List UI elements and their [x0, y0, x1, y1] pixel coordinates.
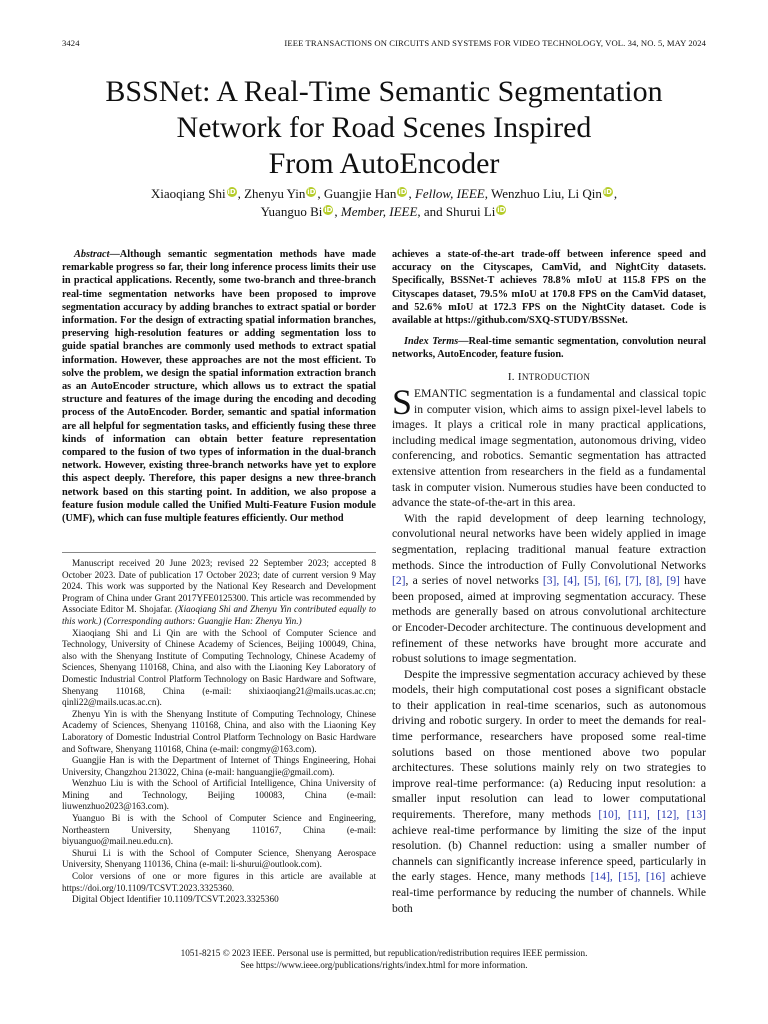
footnote: Wenzhuo Liu is with the School of Artificial Intelligence, China University of Mining and Technology, Beijing 100083, China (e-mail: liuwenzhuo2023@163.com).	[62, 778, 376, 812]
citation-link[interactable]: [2]	[392, 574, 406, 588]
citation-link[interactable]: [3], [4], [5], [6], [7], [8], [9]	[542, 574, 680, 588]
orcid-icon[interactable]: iD	[398, 188, 407, 196]
author-name: Zhenyu Yin	[244, 186, 306, 201]
abstract-text: Although semantic segmentation methods have made remarkable progress so far, their long inference process limits their use in practical applications. Recently, some two-branch and three-branch real-time segmentation networks have been proposed to improve segmentation accuracy by adding branches to extract spatial or border information. For the design of extracting spatial information branches, preserving high-resolution features or adding segmentation loss to guide spatial branches are commonly used methods to extract spatial information. However, these approaches are not the most efficient. To solve the problem, we design the spatial information extraction branch as an AutoEncoder structure, which allows us to extract the spatial structure and features of the image during the encoding and decoding process of the AutoEncoder. Border, semantic and spatial information are all helpful for segmentation tasks, and efficiently fusing these three kinds of information can obtain better feature representation compared to the fusion of two types of information in the dual-branch network. However, existing three-branch networks have yet to explore this aspect deeply. Therefore, this paper designs a new three-branch network based on this starting point. In addition, we also propose a feature fusion module called the Unified Multi-Feature Fusion module (UMF), which can fuse multiple features efficiently. Our method	[62, 249, 376, 525]
orcid-icon[interactable]: iD	[324, 206, 333, 214]
footnote: Shurui Li is with the School of Computer Science, Shenyang Aerospace University, Shenyang 110136, China (e-mail: li-shurui@outlook.com).	[62, 847, 376, 870]
footnotes	[62, 558, 376, 906]
page-number: 3424	[62, 38, 80, 48]
author-name: Guangjie Han	[323, 186, 397, 201]
author-role: Member, IEEE	[340, 204, 418, 219]
orcid-icon[interactable]: iD	[497, 206, 506, 214]
running-header	[62, 38, 706, 52]
section-heading: I. INTRODUCTION	[507, 371, 591, 383]
citation-link[interactable]: [14], [15], [16]	[590, 870, 666, 884]
footnote: Color versions of one or more figures in this article are available at https://doi.org/10.1109/TCSVT.2023.3325360.	[62, 871, 376, 893]
footnote: Yuanguo Bi is with the School of Computer Science and Engineering, Northeastern University, Shenyang 110167, China (e-mail: biyuanguo@mail.neu.edu.cn).	[62, 813, 376, 847]
author-name: Wenzhuo Liu, Li Qin	[491, 186, 602, 201]
index-terms-label: Index Terms	[404, 336, 459, 347]
paragraph: Despite the impressive segmentation accuracy achieved by these models, their high computational cost poses a significant obstacle to their application in real-time scenarios, such as autonomous driving and robotic surgery. In order to meet the demands for real-time performance, researchers have proposed some real-time solutions based on those mentioned above two popular architectures. These solutions mainly rely on two strategies to improve real-time performance: (a) Reducing input resolution: a smaller input resolution can lead to lower computational requirements. Therefore, many methods [10], [11], [12], [13] achieve real-time performance by limiting the size of the input resolution. (b) Channel reduction: using a smaller number of channels can significantly increase inference speed, particularly in the early stages. Hence, many methods [14], [15], [16] achieve real-time performance by reducing the number of channels. While both	[392, 667, 706, 915]
orcid-icon[interactable]: iD	[227, 188, 236, 196]
orcid-icon[interactable]: iD	[307, 188, 316, 196]
author-list: Xiaoqiang Shi iD , Zhenyu Yin iD , Guangjie Han iD , Fellow, IEEE, Wenzhuo Liu, Li Qin iD , Yuanguo Bi iD , Member, IEEE, and Shurui Li iD	[150, 186, 618, 219]
drop-cap: S	[392, 382, 413, 422]
journal-name: IEEE TRANSACTIONS ON CIRCUITS AND SYSTEMS FOR VIDEO TECHNOLOGY, VOL. 34, NO. 5, MAY 2024	[284, 38, 706, 48]
abstract-label: Abstract	[74, 249, 110, 260]
intro-body	[392, 382, 706, 916]
citation-link[interactable]: [10], [11], [12], [13]	[598, 808, 706, 822]
footnote: Digital Object Identifier 10.1109/TCSVT.2023.3325360	[72, 894, 279, 905]
paper-title: BSSNet: A Real-Time Semantic Segmentation Network for Road Scenes Inspired From AutoEncoder	[105, 75, 663, 180]
footnote: Xiaoqiang Shi and Li Qin are with the School of Computer Science and Technology, University of Chinese Academy of Sciences, Beijing 100049, China, also with the Shenyang Institute of Computing Technology, Chinese Academy of Sciences, Shenyang 110168, China, and also with the Liaoning Key Laboratory of Domestic Industrial Control Platform Technology on Basic Hardware and Software, Shenyang 110168, China (e-mail: shixiaoqiang21@mails.ucas.ac.cn; qinli22@mails.ucas.ac.cn).	[62, 627, 376, 708]
author-name: , and Shurui Li	[417, 204, 496, 219]
paragraph: With the rapid development of deep learning technology, convolutional neural networks have been widely applied in image segmentation, replacing traditional manual feature extraction methods. Since the introduction of Fully Convolutional Networks [2], a series of novel networks [3], [4], [5], [6], [7], [8], [9] have been proposed, aimed at improving segmentation accuracy. These methods are generally based on atrous convolutional architecture or Encoder-Decoder architecture. The continuous development and refinement of these networks have brought more accurate and robust solutions to image segmentation.	[392, 511, 706, 666]
footnote: Manuscript received 20 June 2023; revised 22 September 2023; accepted 8 October 2023. Date of publication 17 October 2023; date of current version 9 May 2024. This work was supported by the National Key Research and Development Program of China under Grant 2017YFE0125300. This article was recommended by Associate Editor M. Shojafar. (Xiaoqiang Shi and Zhenyu Yin contributed equally to this work.) (Corresponding authors: Guangjie Han: Zhenyu Yin.)	[62, 558, 376, 626]
author-role: Fellow, IEEE	[414, 186, 485, 201]
index-terms: Index Terms—Real-time semantic segmentation, convolution neural networks, AutoEncoder, feature fusion.	[392, 336, 706, 361]
index-terms-text: Real-time semantic segmentation, convolution neural networks, AutoEncoder, feature fusion.	[392, 336, 706, 361]
paragraph: SEMANTIC segmentation is a fundamental and classical topic in computer vision, which aims to assign pixel-level labels to images. It plays a critical role in many practical applications, including medical image segmentation, autonomous driving, video conferencing, and robotics. Semantic segmentation has attracted extensive attention from researchers in the field as a fundamental task in computer vision. Numerous studies have been conducted to advance the state-of-the-art in this area.	[392, 382, 706, 510]
footnote: Zhenyu Yin is with the Shenyang Institute of Computing Technology, Chinese Academy of Sciences, Shenyang 110168, China, and also with the Liaoning Key Laboratory of Domestic Industrial Control Platform Technology on Basic Hardware and Software, Shenyang 110168, China (e-mail: congmy@163.com).	[62, 708, 376, 754]
abstract-left: Abstract—Although semantic segmentation methods have made remarkable progress so far, their long inference process limits their use in practical applications. Recently, some two-branch and three-branch real-time segmentation networks have been proposed to improve segmentation accuracy by adding branches to extract spatial or border information. For the design of extracting spatial information branches, preserving high-resolution features or adding segmentation loss to guide spatial branches are commonly used methods to extract spatial information. However, these approaches are not the most efficient. To solve the problem, we design the spatial information extraction branch as an AutoEncoder structure, which allows us to extract the spatial structure and features of the image during the encoding and decoding process of the AutoEncoder. Border, semantic and spatial information are all helpful for segmentation tasks, and efficiently fusing these three kinds of information can obtain better feature representation compared to the fusion of two types of information in the dual-branch network. However, existing three-branch networks have yet to explore this aspect deeply. Therefore, this paper designs a new three-branch network based on this starting point. In addition, we also propose a feature fusion module called the Unified Multi-Feature Fusion module (UMF), which can fuse multiple features efficiently. Our method	[62, 249, 376, 525]
abstract-right: achieves a state-of-the-art trade-off between inference speed and accuracy on the Cityscapes, CamVid, and NightCity datasets. Specifically, BSSNet-T achieves 78.8% mIoU at 115.8 FPS on the Cityscapes dataset, 79.5% mIoU at 170.8 FPS on the CamVid dataset, and 52.6% mIoU at 172.3 FPS on the NightCity dataset. Code is available at https://github.com/SXQ-STUDY/BSSNet.	[392, 249, 706, 327]
footnote-divider	[62, 552, 376, 553]
orcid-icon[interactable]: iD	[603, 188, 612, 196]
author-name: Yuanguo Bi	[260, 204, 323, 219]
footnote: Guangjie Han is with the Department of Internet of Things Engineering, Hohai University, Changzhou 213022, China (e-mail: hanguangjie@gmail.com).	[62, 755, 376, 777]
author-name: Xiaoqiang Shi	[150, 186, 226, 201]
copyright-notice: 1051-8215 © 2023 IEEE. Personal use is permitted, but republication/redistribution requires IEEE permission. See https://www.ieee.org/publications/rights/index.html for more information.	[180, 948, 588, 970]
